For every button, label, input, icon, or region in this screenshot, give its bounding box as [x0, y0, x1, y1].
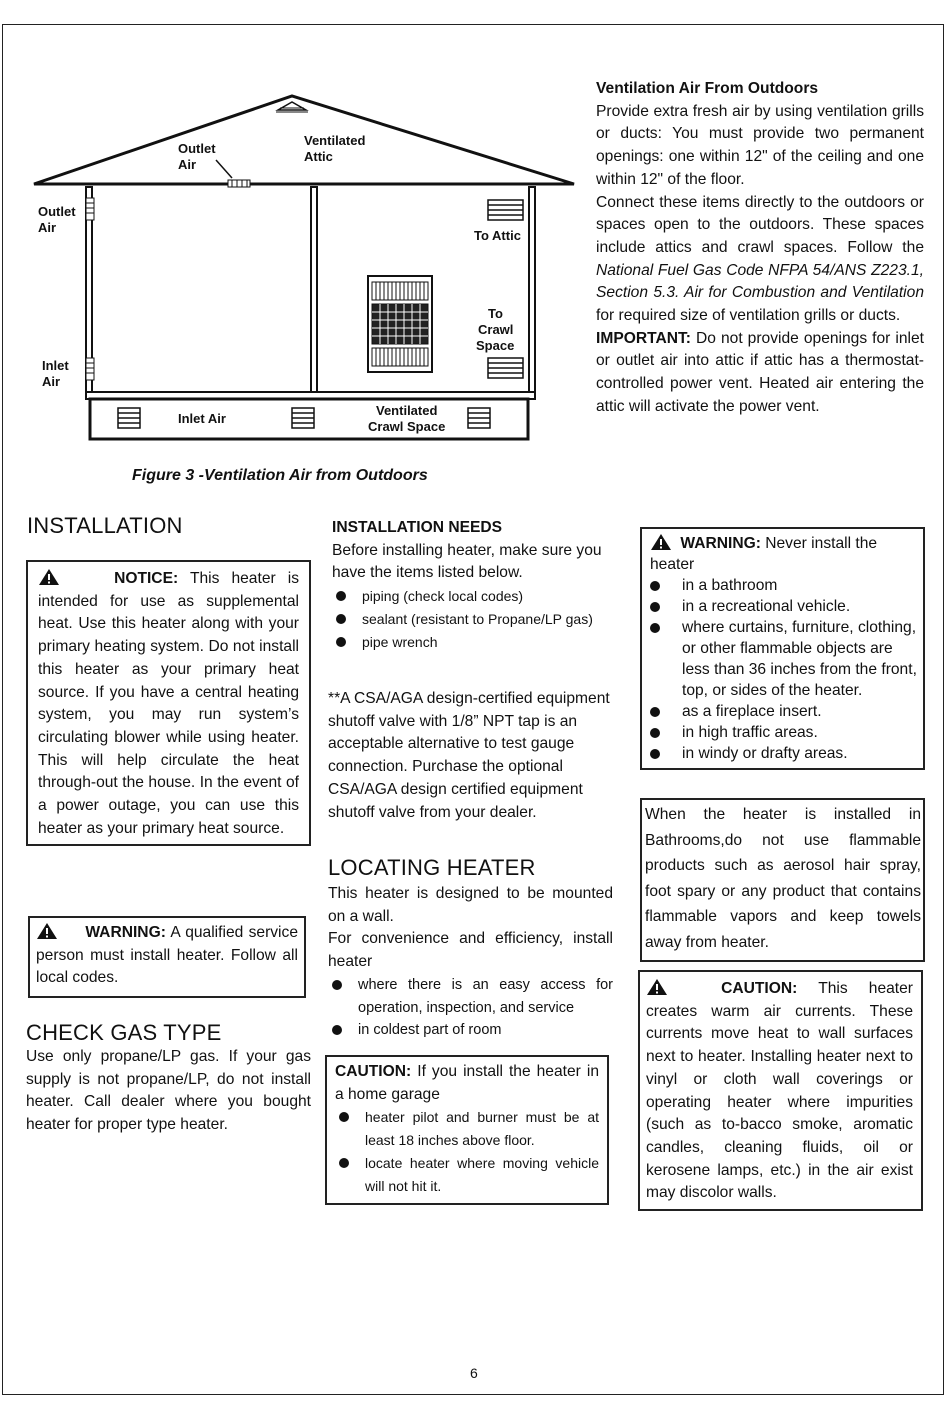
- warning-triangle-icon: [36, 922, 58, 940]
- locating-p2: For convenience and efficiency, install heater: [328, 930, 613, 971]
- list-item: in windy or drafty areas.: [646, 743, 917, 764]
- never-install-warning-box: [640, 527, 925, 770]
- ceiling-outlet-vent: [228, 180, 250, 187]
- right-wall: [529, 187, 535, 395]
- warning-triangle-icon: [650, 533, 672, 551]
- ventilation-title: Ventilation Air From Outdoors: [596, 80, 819, 97]
- label-inlet-air-left: Inlet Air: [42, 358, 69, 389]
- list-item: locate heater where moving vehicle will not hit it.: [335, 1152, 599, 1197]
- left-wall-upper-vent: [86, 198, 94, 220]
- list-item: pipe wrench: [332, 631, 614, 654]
- label-outlet-air-roof: Outlet Air: [178, 141, 216, 172]
- locating-p1: This heater is designed to be mounted on a wall.: [328, 885, 613, 925]
- locating-list: [328, 974, 613, 1042]
- ventilation-diagram: [30, 90, 590, 490]
- check-gas-title: CHECK GAS TYPE: [26, 1020, 222, 1045]
- list-item: sealant (resistant to Propane/LP gas): [332, 608, 614, 631]
- list-item: as a fireplace insert.: [646, 701, 917, 722]
- to-attic-vent: [488, 200, 523, 220]
- never-install-text: WARNING: Never install the heater: [650, 535, 878, 573]
- needs-list: [332, 585, 614, 653]
- never-install-list: [646, 575, 917, 764]
- locating-title: LOCATING HEATER: [328, 855, 536, 880]
- figure-caption: Figure 3 -Ventilation Air from Outdoors: [132, 467, 428, 484]
- list-item: in coldest part of room: [328, 1019, 613, 1042]
- list-item: piping (check local codes): [332, 585, 614, 608]
- warning-triangle-icon: [646, 978, 668, 996]
- ventilation-important: IMPORTANT: Do not provide openings for inlet or outlet air into attic if attic has a thermostat-controlled power vent. Heated air entering the attic will activate the power vent.: [596, 329, 924, 415]
- label-outlet-air-left: Outlet Air: [38, 204, 76, 235]
- ventilation-p1: Provide extra fresh air by using ventilation grills or ducts: You must provide two permanent openings: one within 12" of the ceiling and one within 12" of the floor.: [596, 102, 924, 188]
- list-item: where there is an easy access for operation, inspection, and service: [328, 974, 613, 1019]
- locating-section: [328, 883, 613, 1042]
- list-item: where curtains, furniture, clothing, or other flammable objects are less than 36 inches from the front, top, or sides of the heater.: [646, 617, 917, 701]
- needs-title: INSTALLATION NEEDS: [332, 519, 503, 536]
- needs-intro: Before installing heater, make sure you have the items listed below.: [332, 541, 602, 582]
- to-crawl-vent: [488, 358, 523, 378]
- bathroom-notice-box: When the heater is installed in Bathrooms,do not use flammable products such as aerosol hair spray, foot spary or any product that contains flammable vapors and keep towels away from heater.: [640, 798, 925, 962]
- crawl-vent-1: [118, 408, 140, 428]
- crawl-vent-2: [292, 408, 314, 428]
- notice-box: [26, 560, 311, 846]
- label-to-crawl-space: To Crawl Space: [476, 306, 515, 353]
- check-gas-text: Use only propane/LP gas. If your gas supply is not propane/LP, do not install heater. Call dealer where you bought heater for proper type heater.: [26, 1048, 311, 1134]
- wall-caution-box: [638, 970, 923, 1211]
- wall-caution-text: CAUTION: This heater creates warm air currents. These currents move heat to wall surfaces next to heater. Installing heater next to vinyl or cloth wall coverings or operating heater where impurities (such as to-bacco smoke, aromatic candles, cleaning fluids, oil or kerosene lamps, etc.) in the air exist may discolor walls.: [646, 980, 913, 1202]
- install-warning-text: WARNING: A qualified service person must install heater. Follow all local codes.: [36, 924, 298, 987]
- notice-text: NOTICE: This heater is intended for use as supplemental heat. Use this heater along with your primary heating system. Do not install this heater as your primary heat source. If you have a central heating system, you may run system’s circulating blower while using heater. This will help circulate the heat through-out the house. In the event of a power outage, you can use this heater as your primary heat source.: [38, 570, 299, 837]
- page-number: 6: [470, 1365, 478, 1381]
- garage-caution-text: CAUTION: If you install the heater in a home garage: [335, 1063, 599, 1103]
- label-inlet-air-bottom: Inlet Air: [178, 411, 226, 426]
- left-wall-lower-vent: [86, 358, 94, 380]
- label-ventilated-crawl-space: Ventilated Crawl Space: [368, 403, 446, 434]
- crawl-vent-3: [468, 408, 490, 428]
- needs-note: **A CSA/AGA design-certified equipment shutoff valve with 1/8” NPT tap is an acceptable alternative to test gauge connection. Purchase the optional CSA/AGA design certified equipment shutoff valve from your dealer.: [328, 690, 610, 821]
- list-item: in a recreational vehicle.: [646, 596, 917, 617]
- installation-title: INSTALLATION: [27, 513, 183, 538]
- list-item: in high traffic areas.: [646, 722, 917, 743]
- install-warning-box: [28, 916, 306, 998]
- wall-heater: [368, 276, 432, 372]
- roof-peak-vent: [276, 102, 308, 112]
- ventilation-p2: Connect these items directly to the outdoors or spaces open to the outdoors. These spaces include attics and crawl spaces. Follow the National Fuel Gas Code NFPA 54/ANS Z223.1, Section 5.3. Air for Combustion and Ventilation for required size of ventilation grills or ducts.: [596, 193, 924, 325]
- needs-section: [332, 517, 614, 653]
- list-item: heater pilot and burner must be at least 18 inches above floor.: [335, 1106, 599, 1151]
- label-ventilated-attic: Ventilated Attic: [304, 133, 366, 164]
- center-wall: [311, 187, 317, 395]
- warning-triangle-icon: [38, 568, 60, 586]
- list-item: in a bathroom: [646, 575, 917, 596]
- label-to-attic: To Attic: [474, 228, 521, 243]
- ventilation-section: [596, 78, 924, 419]
- garage-caution-list: [335, 1106, 599, 1197]
- garage-caution-box: [325, 1055, 609, 1205]
